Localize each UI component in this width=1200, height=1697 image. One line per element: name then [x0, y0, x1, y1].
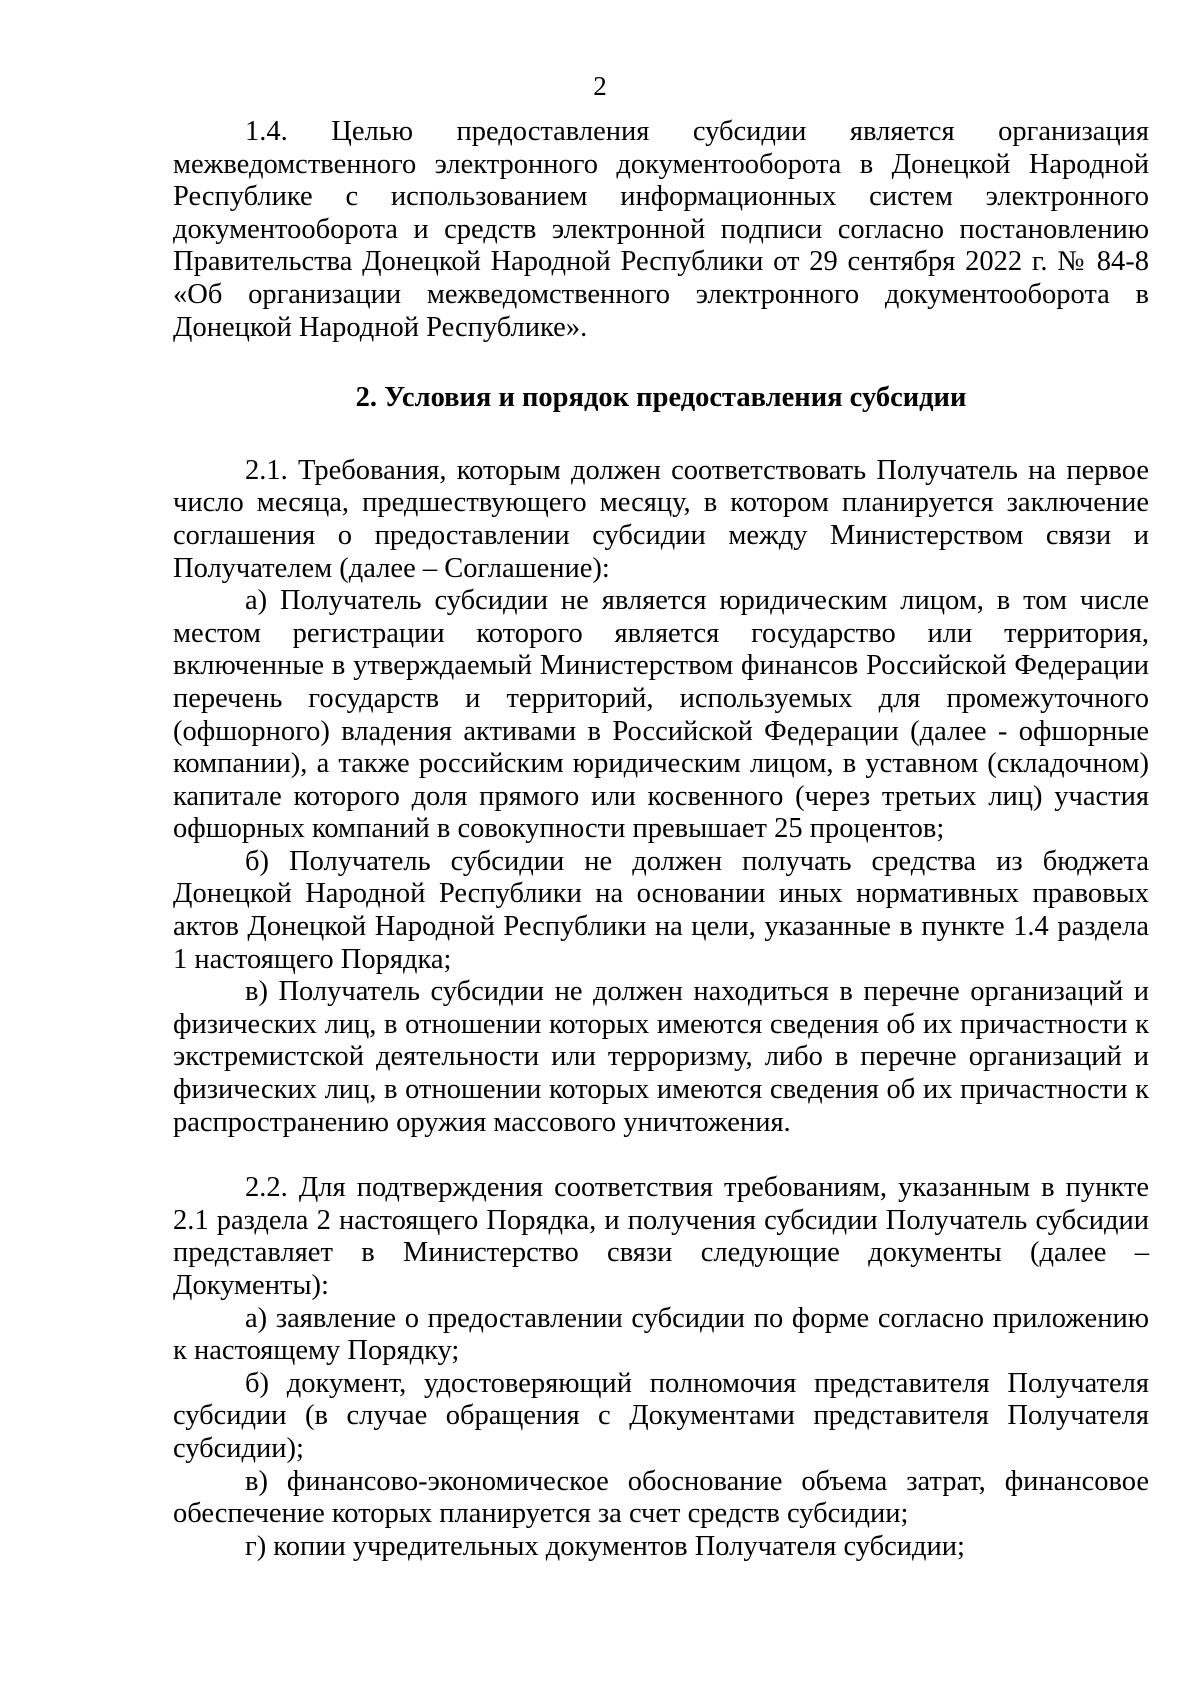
paragraph-1-4: 1.4. Целью предоставления субсидии является организация межведомственного электронного документооборота в Донецкой Народной Республике с использованием информационных систем электронного документооборота и средств электронной подписи согласно постановлению Правительства Донецкой Народной Республики от 29 сентября 2022 г. № 84-8 «Об организации межведомственного электронного документооборота в Донецкой Народной Республике». — [173, 116, 1149, 343]
paragraph-2-2-a: а) заявление о предоставлении субсидии по форме согласно приложению к настоящему Порядку; — [173, 1302, 1149, 1367]
paragraph-2-2: 2.2. Для подтверждения соответствия требованиям, указанным в пункте 2.1 раздела 2 настоящего Порядка, и получения субсидии Получатель субсидии представляет в Министерство связи следующие документы (далее – Документы): — [173, 1172, 1149, 1301]
paragraph-2-1-a: а) Получатель субсидии не является юридическим лицом, в том числе местом регистрации которого является государство или территория, включенные в утверждаемый Министерством финансов Российской Федерации перечень государств и территорий, используемых для промежуточного (офшорного) владения активами в Российской Федерации (далее - офшорные компании), а также российским юридическим лицом, в уставном (складочном) капитале которого доля прямого или косвенного (через третьих лиц) участия офшорных компаний в совокупности превышает 25 процентов; — [173, 585, 1149, 845]
spacer — [173, 1139, 1149, 1172]
paragraph-2-1-v: в) Получатель субсидии не должен находиться в перечне организаций и физических лиц, в отношении которых имеются сведения об их причастности к экстремистской деятельности или терроризму, либо в перечне организаций и физических лиц, в отношении которых имеются сведения об их причастности к распространению оружия массового уничтожения. — [173, 976, 1149, 1138]
spacer — [173, 344, 1149, 382]
paragraph-2-2-b: б) документ, удостоверяющий полномочия представителя Получателя субсидии (в случае обращения с Документами представителя Получателя субсидии); — [173, 1367, 1149, 1464]
page-number: 2 — [593, 71, 607, 101]
document-body — [173, 116, 1149, 1563]
section-2-heading: 2. Условия и порядок предоставления субсидии — [355, 382, 967, 414]
paragraph-2-1-b: б) Получатель субсидии не должен получать средства из бюджета Донецкой Народной Республики на основании иных нормативных правовых актов Донецкой Народной Республики на цели, указанные в пункте 1.4 раздела 1 настоящего Порядка; — [173, 845, 1149, 975]
spacer — [173, 415, 1149, 455]
paragraph-2-2-g: г) копии учредительных документов Получателя субсидии; — [245, 1530, 965, 1562]
paragraph-2-1: 2.1. Требования, которым должен соответствовать Получатель на первое число месяца, предшествующего месяцу, в котором планируется заключение соглашения о предоставлении субсидии между Министерством связи и Получателем (далее – Соглашение): — [173, 454, 1149, 584]
paragraph-2-2-v: в) финансово-экономическое обоснование объема затрат, финансовое обеспечение которых планируется за счет средств субсидии; — [173, 1465, 1149, 1530]
